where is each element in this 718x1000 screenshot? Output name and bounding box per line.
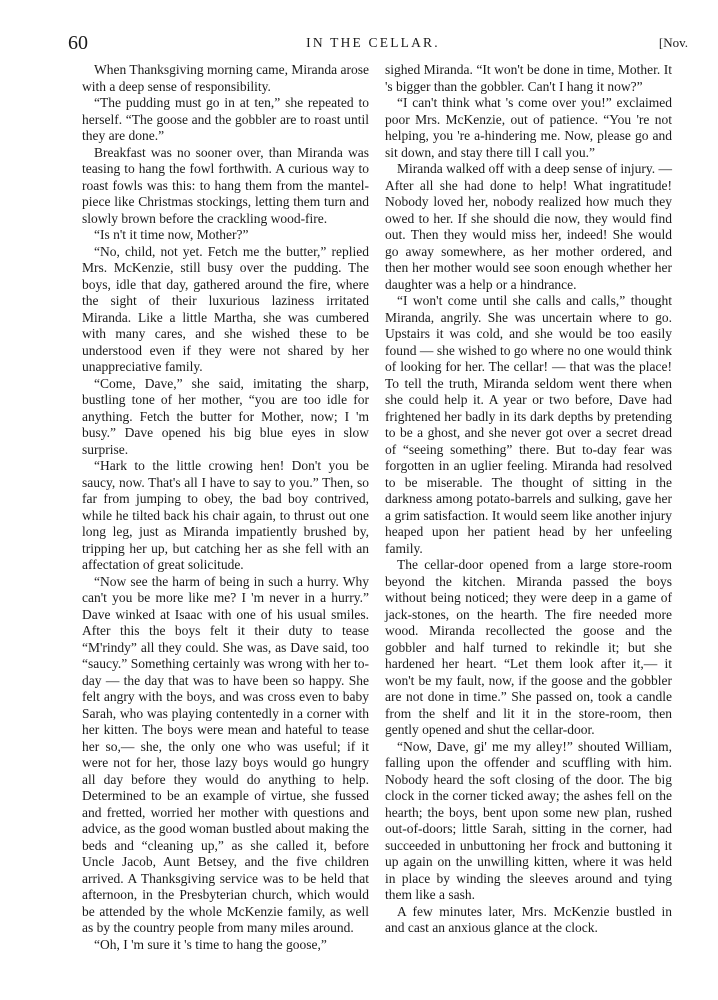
paragraph: A few minutes later, Mrs. McKenzie bustled in and cast an anxious glance at the clock. xyxy=(385,903,672,935)
paragraph: “No, child, not yet. Fetch me the butter,” replied Mrs. McKenzie, still busy over the pudding. The boys, idle that day, gathered around the fire, where the sight of their luxurious laziness irritated Miranda. Like a little Martha, she was cumbered with many cares, and she wished these to be understood even if they were not shared by her unappreciative family. xyxy=(82,243,369,374)
paragraph: “I won't come until she calls and calls,” thought Miranda, angrily. She was uncertain where to go. Upstairs it was cold, and she would be too easily found — she wished to go where no one would think of looking for her. The cellar! — that was the place! To tell the truth, Miranda seldom went there when she could help it. A year or two before, Dave had frightened her badly in its dark depths by pretending to be a ghost, and she never got over a secret dread of “seeing something” there. But to-day fear was forgotten in an uglier feeling. Miranda had resolved to be miserable. The thought of sitting in the darkness among potato-barrels and sulking, gave her a grim satisfaction. It would seem like another injury heaped upon her patient head by her unfeeling family. xyxy=(385,293,672,556)
paragraph: Miranda walked off with a deep sense of injury. — After all she had done to help! What ingratitude! Nobody loved her, nobody realized how much they owed to her. If she should die now, they would find out. Then they would miss her, indeed! She would go away somewhere, as her mother ordered, and then her mother would see soon enough whether her daughter was a help or a hindrance. xyxy=(385,161,672,292)
left-column xyxy=(82,62,369,953)
paragraph: sighed Miranda. “It won't be done in time, Mother. It 's bigger than the gobbler. Can't I hang it now?” xyxy=(385,62,672,94)
paragraph: The cellar-door opened from a large store-room beyond the kitchen. Miranda passed the boys without being noticed; they were deep in a game of jack-stones, on the hearth. The fire needed more wood. Miranda recollected the goose and the gobbler and half turned to rekindle it; but she hardened her heart. “Let them look after it,— it won't be my fault, now, if the goose and the gobbler are not done in time.” She passed on, took a candle from the shelf and lit it in the store-room, then gently opened and shut the cellar-door. xyxy=(385,557,672,737)
paragraph: “Oh, I 'm sure it 's time to hang the goose,” xyxy=(94,936,327,952)
paragraph: When Thanksgiving morning came, Miranda arose with a deep sense of responsibility. xyxy=(82,62,369,94)
running-title: IN THE CELLAR. xyxy=(306,35,440,50)
paragraph: “Hark to the little crowing hen! Don't you be saucy, now. That's all I have to say to you.” Then, so far from jumping to obey, the bad boy contrived, while he tilted back his chair again, to thrust out one long leg, just as Miranda impatiently brushed by, tripping her up, but catching her as she fell with an affectation of great solicitude. xyxy=(82,458,369,572)
paragraph: Breakfast was no sooner over, than Miranda was teasing to hang the fowl forthwith. A curious way to roast fowls was this: to hang them from the mantel-piece like Christmas stockings, letting them turn and slowly brown before the crackling wood-fire. xyxy=(82,144,369,226)
page-number: 60 xyxy=(68,32,88,54)
issue-month: [Nov. xyxy=(658,35,688,50)
paragraph: “Now, Dave, gi' me my alley!” shouted William, falling upon the offender and scuffling with him. Nobody heard the soft closing of the door. The big clock in the corner ticked away; the ashes fell on the hearth; the boys, bent upon some new plan, rushed out-of-doors; little Sarah, sitting in the corner, had succeeded in unbuttoning her frock and buttoning it up again on the unwilling kitten, where it was held in place by winding the sleeves around and tying them like a sash. xyxy=(385,738,672,902)
page-header xyxy=(58,32,688,54)
paragraph: “The pudding must go in at ten,” she repeated to herself. “The goose and the gobbler are to roast until they are done.” xyxy=(82,95,369,143)
paragraph: “Is n't it time now, Mother?” xyxy=(94,227,249,242)
paragraph: “Now see the harm of being in such a hurry. Why can't you be more like me? I 'm never in a hurry.” Dave winked at Isaac with one of his usual smiles. After this the boys felt it their duty to tease “M'rindy” all they could. She was, as Dave said, too “saucy.” Something certainly was wrong with her to-day — the day that was to have been so happy. She felt angry with the boys, and was cross even to baby Sarah, who was playing contentedly in a corner with her kitten. The boys were mean and hateful to tease her so,— she, the only one who was useful; if it were not for her, those lazy boys would go hungry all day before they would do anything to help. Determined to be an example of virtue, she fussed and fretted, worried her mother with questions and advice, as the good woman bustled about making the beds and “cleaning up,” as she called it, before Uncle Jacob, Aunt Betsey, and the five children arrived. A Thanksgiving service was to be held that afternoon, in the Presbyterian church, which would be attended by the whole McKenzie family, as well as by the country people from many miles around. xyxy=(82,573,369,935)
right-column xyxy=(385,62,672,937)
paragraph: “I can't think what 's come over you!” exclaimed poor Mrs. McKenzie, out of patience. “You 're not helping, you 're a-hindering me. Now, please go and sit down, and stay there till I call you.” xyxy=(385,95,672,160)
paragraph: “Come, Dave,” she said, imitating the sharp, bustling tone of her mother, “you are too idle for anything. Fetch the butter for Mother, now; I 'm busy.” Dave opened his big blue eyes in slow surprise. xyxy=(82,375,369,457)
